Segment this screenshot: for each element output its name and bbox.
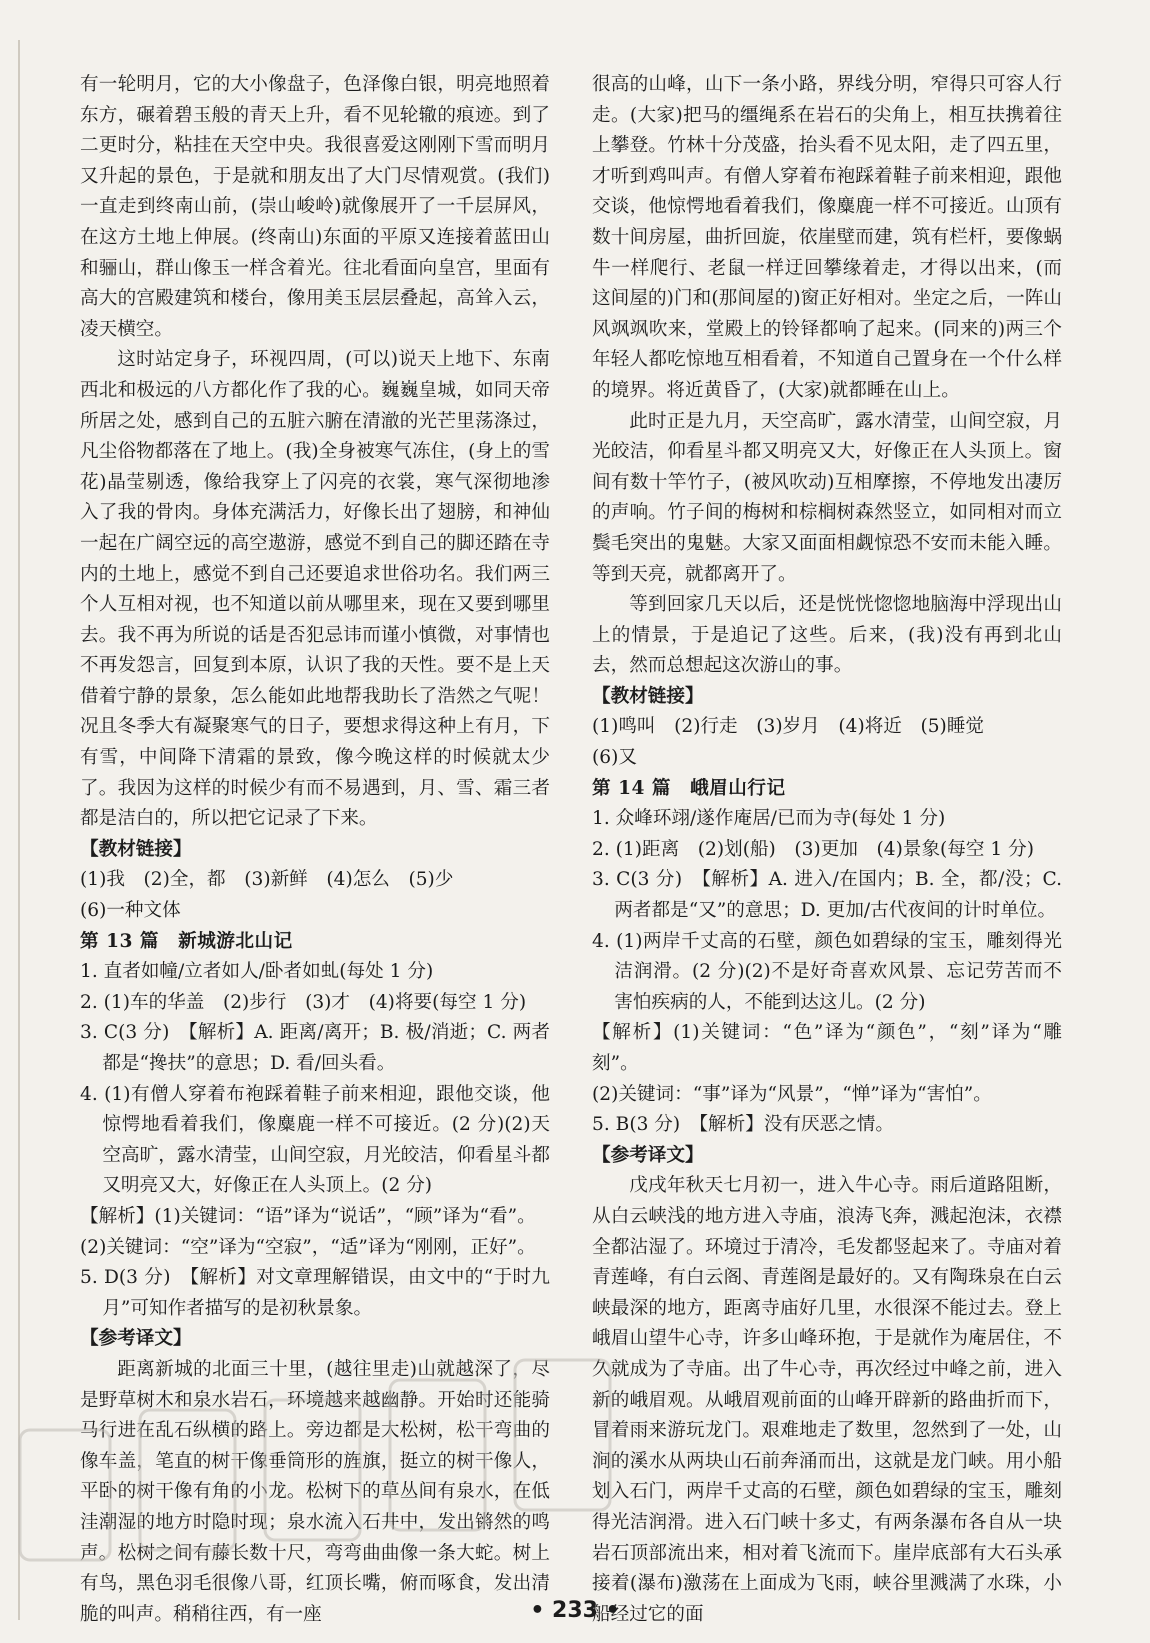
- answer-item: 5. D(3 分) 【解析】对文章理解错误，由文中的“于时九月”可知作者描写的是初秋景象。: [80, 1267, 550, 1319]
- textbook-link-heading: 【教材链接】: [592, 685, 704, 707]
- answer-analysis: 【解析】(1)关键词：“色”译为“颜色”，“刻”译为“雕刻”。: [592, 1022, 1062, 1074]
- right-column: [592, 70, 1062, 1630]
- answer-analysis: (2)关键词：“空”译为“空寂”，“适”译为“刚刚，正好”。: [80, 1236, 536, 1258]
- section-title: 第 13 篇 新城游北山记: [80, 930, 293, 952]
- answer-item: 3. C(3 分) 【解析】A. 进入/在国内；B. 全，都/没；C. 两者都是“又”的意思；D. 更加/古代夜间的计时单位。: [592, 869, 1062, 922]
- textbook-link-answers: (6)一种文体: [80, 900, 181, 922]
- textbook-link-heading: 【教材链接】: [80, 838, 192, 860]
- left-column: [80, 70, 550, 1630]
- answer-list: [592, 804, 1062, 1141]
- translation-paragraph: 等到回家几天以后，还是恍恍惚惚地脑海中浮现出山上的情景，于是追记了这些。后来，(我)没有再到北山去，然而总想起这次游山的事。: [592, 594, 1062, 677]
- reference-translation-heading: 【参考译文】: [592, 1144, 704, 1166]
- translation-paragraph: 此时正是九月，天空高旷，露水清莹，山间空寂，月光皎洁，仰看星斗都又明亮又大，好像正在人头顶上。窗间有数十竿竹子，(被风吹动)互相摩擦，不停地发出凄厉的声响。竹子间的梅树和棕榈树森然竖立，如同相对而立鬓毛突出的鬼魅。大家又面面相觑惊恐不安而未能入睡。等到天亮，就都离开了。: [592, 410, 1062, 585]
- page-binding-edge: [18, 40, 20, 1620]
- textbook-link-answers: (1)鸣叫 (2)行走 (3)岁月 (4)将近 (5)睡觉: [592, 716, 985, 738]
- translation-paragraph: 距离新城的北面三十里，(越往里走)山就越深了，尽是野草树木和泉水岩石，环境越来越幽静。开始时还能骑马行进在乱石纵横的路上。旁边都是大松树，松干弯曲的像车盖，笔直的树干像垂筒形的旌旗，挺立的树干像人，平卧的树干像有角的小龙。松树下的草丛间有泉水，在低洼潮湿的地方时隐时现；泉水流入石井中，发出锵然的鸣声。松树之间有藤长数十尺，弯弯曲曲像一条大蛇。树上有鸟，黑色羽毛很像八哥，红顶长嘴，俯而啄食，发出清脆的叫声。稍稍往西，有一座: [80, 1358, 550, 1625]
- translation-paragraph: 这时站定身子，环视四周，(可以)说天上地下、东南西北和极远的八方都化作了我的心。巍巍皇城，如同天帝所居之处，感到自己的五脏六腑在清澈的光芒里荡涤过，凡尘俗物都落在了地上。(我)全身被寒气冻住，(身上的雪花)晶莹剔透，像给我穿上了闪亮的衣裳，寒气深彻地渗入了我的骨肉。身体充满活力，好像长出了翅膀，和神仙一起在广阔空远的高空遨游，感觉不到自己的脚还踏在寺内的土地上，感觉不到自己还要追求世俗功名。我们两三个人互相对视，也不知道以前从哪里来，现在又要到哪里去。我不再为所说的话是否犯忌讳而谨小慎微，对事情也不再发怨言，回复到本原，认识了我的天性。要不是上天借着宁静的景象，怎么能如此地帮我助长了浩然之气呢！况且冬季大有凝聚寒气的日子，要想求得这种上有月，下有雪，中间降下清霜的景致，像今晚这样的时候就太少了。我因为这样的时候少有而不易遇到，月、雪、霜三者都是洁白的，所以把它记录了下来。: [80, 349, 550, 830]
- answer-item: 3. C(3 分) 【解析】A. 距离/离开；B. 极/消逝；C. 两者都是“搀扶”的意思；D. 看/回头看。: [80, 1022, 550, 1074]
- answer-item: 2. (1)车的华盖 (2)步行 (3)才 (4)将要(每空 1 分): [80, 991, 527, 1013]
- answer-item: 1. 直者如幢/立者如人/卧者如虬(每处 1 分): [80, 961, 434, 983]
- translation-paragraph: 戊戌年秋天七月初一，进入牛心寺。雨后道路阻断，从白云峡浅的地方进入寺庙，浪涛飞奔，溅起泡沫，衣襟全都沾湿了。环境过于清冷，毛发都竖起来了。寺庙对着青莲峰，有白云阁、青莲阁是最好的。又有陶珠泉在白云峡最深的地方，距离寺庙好几里，水很深不能过去。登上峨眉山望牛心寺，许多山峰环抱，于是就作为庵居住，不久就成为了寺庙。出了牛心寺，再次经过中峰之前，进入新的峨眉观。从峨眉观前面的山峰开辟新的路曲折而下，冒着雨来游玩龙门。艰难地走了数里，忽然到了一处，山涧的溪水从两块山石前奔涌而出，这就是龙门峡。用小船划入石门，两岸千丈高的石壁，颜色如碧绿的宝玉，雕刻得光洁润滑。进入石门峡十多丈，有两条瀑布各自从一块岩石顶部流出来，相对着飞流而下。崖岸底部有大石头承接着(瀑布)激荡在上面成为飞雨，峡谷里溅满了水珠，小船经过它的面: [592, 1175, 1062, 1625]
- answer-list: [80, 957, 550, 1324]
- answer-item: 1. 众峰环翊/遂作庵居/已而为寺(每处 1 分): [592, 808, 946, 830]
- textbook-link-answers: (6)又: [592, 747, 637, 769]
- reference-translation-heading: 【参考译文】: [80, 1328, 192, 1350]
- answer-item: 2. (1)距离 (2)划(船) (3)更加 (4)景象(每空 1 分): [592, 838, 1034, 860]
- translation-paragraph: 有一轮明月，它的大小像盘子，色泽像白银，明亮地照着东方，碾着碧玉般的青天上升，看不见轮辙的痕迹。到了二更时分，粘挂在天空中央。我很喜爱这刚刚下雪而明月又升起的景色，于是就和朋友出了大门尽情观赏。(我们)一直走到终南山前，(崇山峻岭)就像展开了一千层屏风，在这方土地上伸展。(终南山)东面的平原又连接着蓝田山和骊山，群山像玉一样含着光。往北看面向皇宫，里面有高大的宫殿建筑和楼台，像用美玉层层叠起，高耸入云，凌天横空。: [80, 74, 550, 340]
- answer-item: 4. (1)有僧人穿着布袍踩着鞋子前来相迎，跟他交谈，他惊愕地看着我们，像麋鹿一样不可接近。(2 分)(2)天空高旷，露水清莹，山间空寂，月光皎洁，仰看星斗都又明亮又大，好像正在人头顶上。(2 分): [80, 1083, 550, 1197]
- page-number: • 233 •: [530, 1598, 620, 1623]
- section-title: 第 14 篇 峨眉山行记: [592, 777, 786, 799]
- answer-item: 5. B(3 分) 【解析】没有厌恶之情。: [592, 1114, 894, 1136]
- textbook-link-answers: (1)我 (2)全，都 (3)新鲜 (4)怎么 (5)少: [80, 869, 454, 891]
- translation-paragraph: 很高的山峰，山下一条小路，界线分明，窄得只可容人行走。(大家)把马的缰绳系在岩石的尖角上，相互扶携着往上攀登。竹林十分茂盛，抬头看不见太阳，走了四五里，才听到鸡叫声。有僧人穿着布袍踩着鞋子前来相迎，跟他交谈，他惊愕地看着我们，像麋鹿一样不可接近。山顶有数十间房屋，曲折回旋，依崖壁而建，筑有栏杆，要像蜗牛一样爬行、老鼠一样迂回攀缘着走，才得以出来，(而这间屋的)门和(那间屋的)窗正好相对。坐定之后，一阵山风飒飒吹来，堂殿上的铃铎都响了起来。(同来的)两三个年轻人都吃惊地互相看着，不知道自己置身在一个什么样的境界。将近黄昏了，(大家)就都睡在山上。: [592, 74, 1062, 401]
- answer-analysis: 【解析】(1)关键词：“语”译为“说话”，“顾”译为“看”。: [80, 1205, 536, 1227]
- answer-item: 4. (1)两岸千丈高的石壁，颜色如碧绿的宝玉，雕刻得光洁润滑。(2 分)(2)不是好奇喜欢风景、忘记劳苦而不害怕疾病的人，不能到达这儿。(2 分): [592, 930, 1062, 1013]
- answer-analysis: (2)关键词：“事”译为“风景”，“惮”译为“害怕”。: [592, 1083, 992, 1105]
